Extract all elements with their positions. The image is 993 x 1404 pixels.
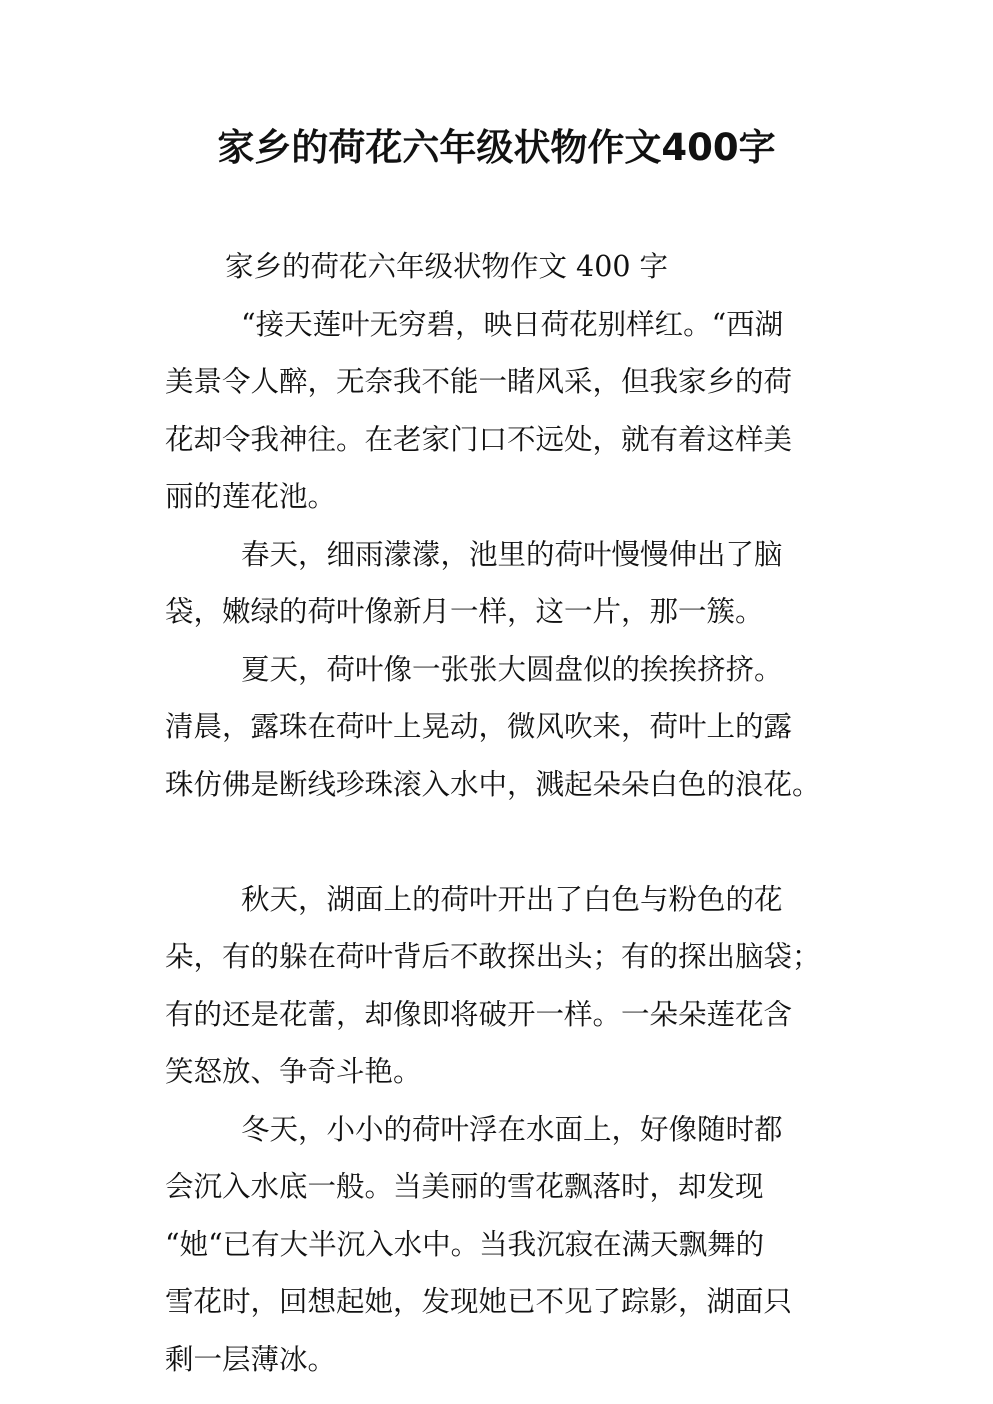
paragraph-line: 剩一层薄冰。 — [165, 1342, 337, 1376]
paragraph-line: 有的还是花蕾，却像即将破开一样。一朵朵莲花含 — [165, 997, 793, 1031]
paragraph-line: 袋，嫩绿的荷叶像新月一样，这一片，那一簇。 — [165, 595, 764, 628]
paragraph-spring — [165, 526, 845, 641]
paragraph-line: 珠仿佛是断线珍珠滚入水中，溅起朵朵白色的浪花。 — [165, 767, 821, 801]
document-title: 家乡的荷花六年级状物作文400字 — [217, 126, 776, 169]
paragraph-winter — [165, 1101, 845, 1389]
document-body — [165, 238, 845, 1388]
paragraph-line: 美景令人醉，无奈我不能一睹风采，但我家乡的荷 — [165, 365, 793, 398]
paragraph-line: 雪花时，回想起她，发现她已不见了踪影，湖面只 — [165, 1285, 793, 1318]
paragraph-gap — [165, 813, 845, 871]
paragraph-autumn — [165, 871, 845, 1101]
paragraph-intro — [165, 296, 845, 526]
paragraph-line: “她“已有大半沉入水中。当我沉寂在满天飘舞的 — [165, 1227, 765, 1261]
paragraph-line: 花却令我神往。在老家门口不远处，就有着这样美 — [165, 422, 793, 456]
paragraph-line: 清晨，露珠在荷叶上晃动，微风吹来，荷叶上的露 — [165, 710, 793, 743]
paragraph-line: 冬天，小小的荷叶浮在水面上，好像随时都 — [241, 1112, 783, 1146]
paragraph-line: 夏天，荷叶像一张张大圆盘似的挨挨挤挤。 — [241, 652, 783, 686]
paragraph-summer — [165, 641, 845, 814]
paragraph-line: “接天莲叶无穷碧，映日荷花别样红。“西湖 — [241, 307, 784, 341]
paragraph-line: 丽的莲花池。 — [165, 480, 337, 513]
paragraph-line: 会沉入水底一般。当美丽的雪花飘落时，却发现 — [165, 1170, 764, 1203]
paragraph-line: 朵，有的躲在荷叶背后不敢探出头；有的探出脑袋； — [165, 940, 821, 973]
paragraph-line: 秋天，湖面上的荷叶开出了白色与粉色的花 — [241, 882, 783, 916]
paragraph-line: 笑怒放、争奇斗艳。 — [165, 1055, 422, 1088]
paragraph-line: 春天，细雨濛濛，池里的荷叶慢慢伸出了脑 — [241, 537, 783, 571]
document-subtitle: 家乡的荷花六年级状物作文 400 字 — [225, 250, 669, 283]
